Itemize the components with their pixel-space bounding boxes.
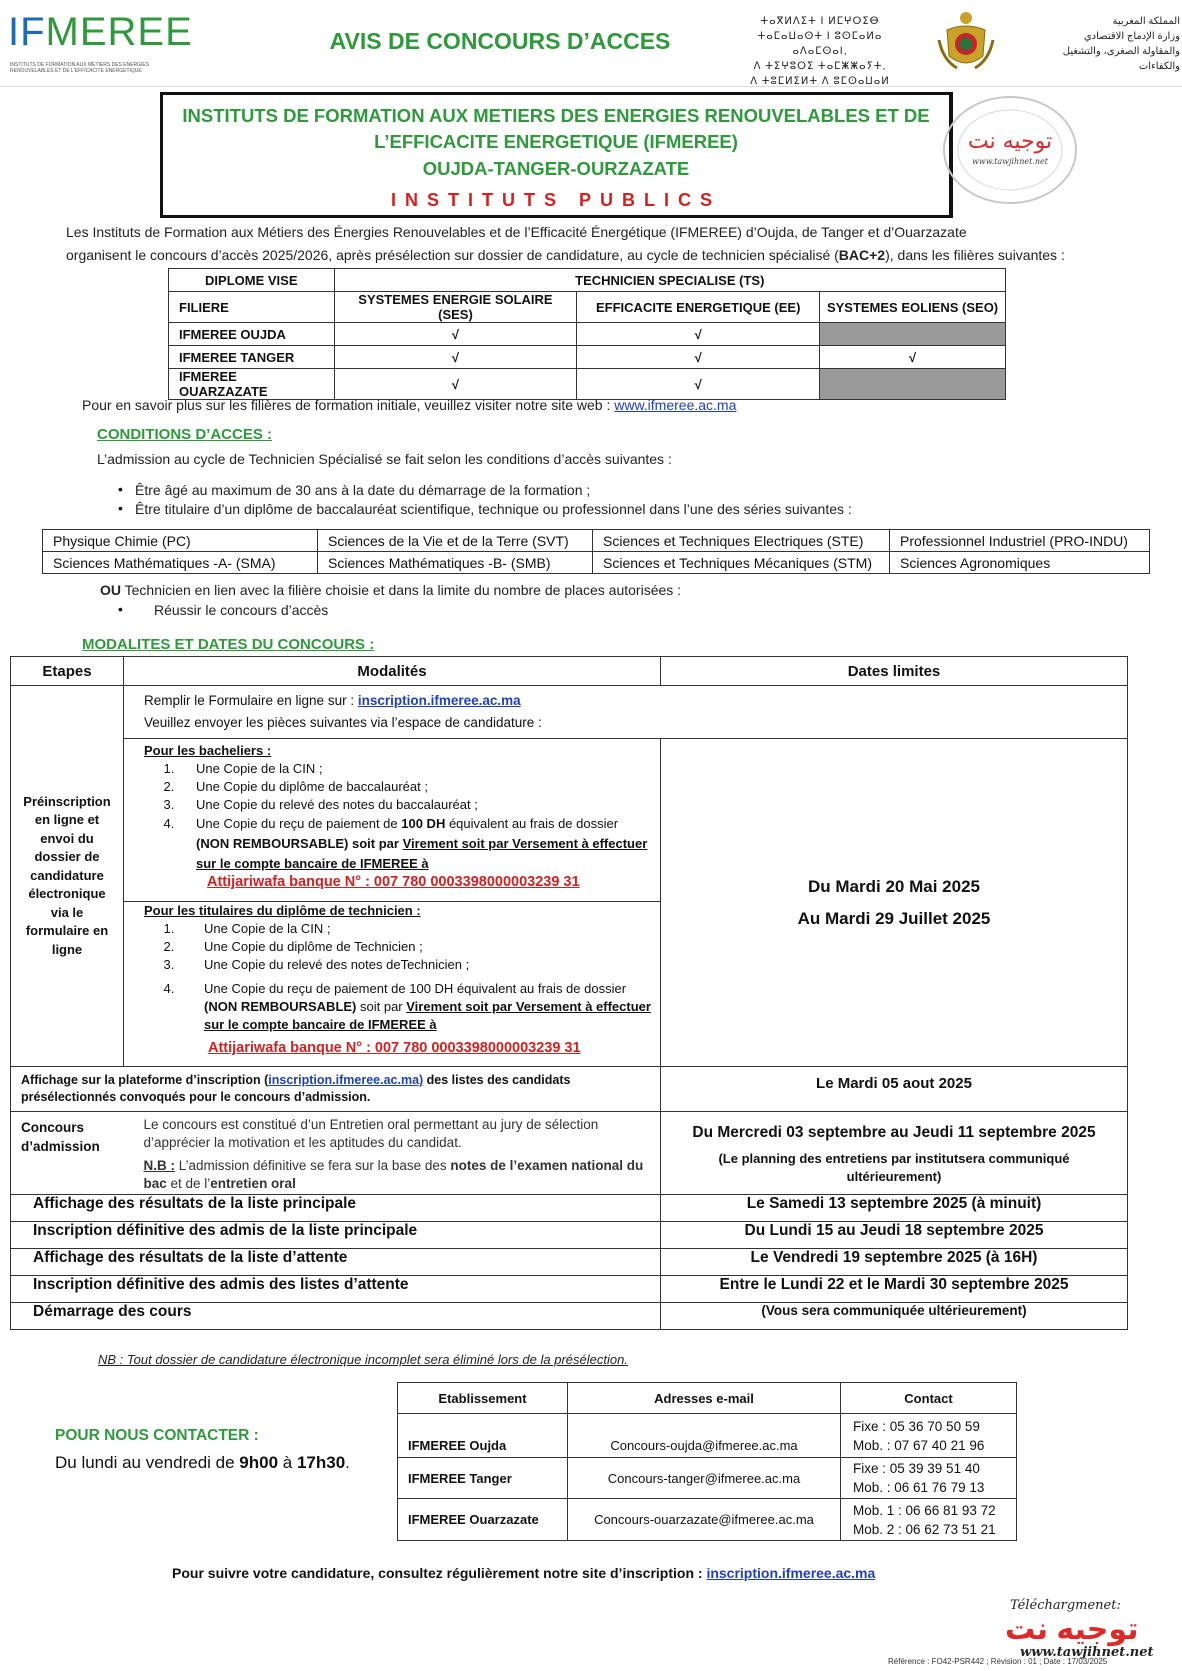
concours-note: (Le planning des entretiens par institutsera communiqué ultérieurement) <box>718 1151 1070 1184</box>
tifinagh-line: ⴷ ⵜⵉⵖⵓⵔⵉ ⵜⴰⵎⵥⵥⴰⵢⵜ, <box>753 61 887 72</box>
preinscription-dates <box>661 739 1128 1067</box>
aff-link[interactable]: inscription.ifmeree.ac.ma) <box>268 1073 424 1087</box>
nb-text: et de l’ <box>166 1176 211 1191</box>
condition-concours: Réussir le concours d’accès <box>154 602 329 618</box>
technicien-cell <box>124 902 661 1067</box>
etablissement-name: IFMEREE Ouarzazate <box>398 1499 568 1541</box>
item-amount: 100 DH <box>401 816 446 831</box>
series-cell: Sciences Mathématiques -B- (SMB) <box>318 552 593 574</box>
arabic-ministry <box>1060 14 1180 74</box>
website-line <box>82 394 736 417</box>
item-underlined: Virement soit par Versement à effectuer sur le compte bancaire de IFMEREE à <box>204 999 651 1032</box>
header-email: Adresses e-mail <box>568 1383 841 1414</box>
intro-text: ), dans les filières suivantes : <box>885 247 1065 263</box>
step-date: (Vous sera communiquée ultérieurement) <box>661 1303 1128 1330</box>
affichage-date: Le Mardi 05 aout 2025 <box>661 1067 1128 1112</box>
email-address[interactable]: Concours-ouarzazate@ifmeree.ac.ma <box>568 1499 841 1541</box>
inscription-link[interactable]: inscription.ifmeree.ac.ma <box>357 693 521 708</box>
nb-bold: entretien oral <box>210 1176 296 1191</box>
website-link[interactable]: www.ifmeree.ac.ma <box>614 397 737 413</box>
list-item: 3. Une Copie du relevé des notes deTechnicien ; <box>178 956 654 974</box>
item-text: Une Copie du reçu de paiement de <box>196 816 402 831</box>
arabic-line: المملكة المغربية <box>1112 16 1180 27</box>
condition-age: Être âgé au maximum de 30 ans à la date du démarrage de la formation ; <box>135 482 591 498</box>
intro-text: organisent le concours d’accès 2025/2026, après présélection sur dossier de candidature, au cycle de technicien spécialisé ( <box>66 247 839 263</box>
header-divider <box>0 86 1182 87</box>
bank-account-2: Attijariwafa banque N° : 007 780 0003398000003239 31 <box>208 1040 581 1056</box>
row-ouarzazate: IFMEREE OUARZAZATE <box>169 369 335 400</box>
header-etapes: Etapes <box>11 657 124 686</box>
phone-line: Mob. : 06 61 76 79 13 <box>853 1480 985 1495</box>
institute-box <box>160 92 953 218</box>
email-address[interactable]: Concours-oujda@ifmeree.ac.ma <box>568 1414 841 1458</box>
step-date: Entre le Lundi 22 et le Mardi 30 septembre 2025 <box>661 1276 1128 1303</box>
series-cell: Sciences et Techniques Electriques (STE) <box>593 530 890 552</box>
hours-end: 17h30 <box>296 1453 346 1472</box>
footer-site[interactable]: www.tawjihnet.net <box>1020 1645 1154 1660</box>
footer-brand: توجيه نت <box>1005 1613 1139 1646</box>
tifinagh-ministry <box>735 14 905 89</box>
check-mark: √ <box>820 346 1006 369</box>
diploma-type: TECHNICIEN SPECIALISE (TS) <box>334 269 1005 292</box>
check-mark: √ <box>577 346 820 369</box>
intro-bac: BAC+2 <box>838 247 886 263</box>
row-tanger: IFMEREE TANGER <box>169 346 335 369</box>
step-label: Affichage des résultats de la liste d’attente <box>11 1249 661 1276</box>
hours-text: . <box>345 1453 350 1472</box>
institute-line-1: INSTITUTS DE FORMATION AUX METIERS DES ENERGIES RENOUVELABLES ET DE <box>182 105 930 126</box>
contact-numbers <box>841 1414 1017 1458</box>
step-label: Inscription définitive des admis de la liste principale <box>11 1222 661 1249</box>
check-mark: √ <box>334 346 577 369</box>
conditions-title: CONDITIONS D’ACCES : <box>97 426 273 443</box>
list-item: 2. Une Copie du diplôme de baccalauréat ; <box>178 778 654 796</box>
phone-line: Mob. 2 : 06 62 73 51 21 <box>853 1521 996 1537</box>
item-underlined: Virement soit par Versement à effectuer sur le compte bancaire de IFMEREE à <box>196 836 648 871</box>
check-mark: √ <box>334 369 577 400</box>
email-address[interactable]: Concours-tanger@ifmeree.ac.ma <box>568 1458 841 1499</box>
etablissement-name: IFMEREE Oujda <box>398 1414 568 1458</box>
series-cell: Sciences et Techniques Mécaniques (STM) <box>593 552 890 574</box>
tifinagh-line: ⵜⴰⴳⵍⴷⵉⵜ ⵏ ⵍⵎⵖⵔⵉⴱ <box>760 16 880 27</box>
step-date: Du Lundi 15 au Jeudi 18 septembre 2025 <box>661 1222 1128 1249</box>
step-label: Affichage des résultats de la liste principale <box>11 1195 661 1222</box>
institute-line-3: OUJDA-TANGER-OURZAZATE <box>422 158 690 179</box>
aff-text: des listes des candidats présélectionnés convoqués pour le concours d’admission. <box>21 1073 571 1104</box>
diploma-table <box>168 268 1006 400</box>
diploma-header: DIPLOME VISE <box>169 269 335 292</box>
bac-series-table <box>42 529 1150 574</box>
list-item: 1. Une Copie de la CIN ; <box>178 760 654 778</box>
concours-date: Du Mercredi 03 septembre au Jeudi 11 septembre 2025 <box>692 1124 1096 1141</box>
list-item: 3. Une Copie du relevé des notes du baccalauréat ; <box>178 796 654 814</box>
col-seo: SYSTEMES EOLIENS (SEO) <box>820 292 1006 323</box>
header-etablissement: Etablissement <box>398 1383 568 1414</box>
logo-meree: MEREE <box>45 10 193 54</box>
hours-start: 9h00 <box>239 1453 279 1472</box>
technicien-title: Pour les titulaires du diplôme de technicien : <box>144 903 421 918</box>
intro-line-2 <box>66 244 1156 267</box>
concours-description <box>124 1112 661 1195</box>
affichage-preselection <box>11 1067 661 1112</box>
bullet-icon: • <box>118 481 123 497</box>
aff-text: Affichage sur la plateforme d’inscription ( <box>21 1073 269 1087</box>
intro-line-1: Les Instituts de Formation aux Métiers des Énergies Renouvelables et de l’Efficacité Énergétique (IFMEREE) d’Oujda, de Tanger et d’Ouarzazate <box>66 224 967 240</box>
concours-dates <box>661 1112 1128 1195</box>
unavailable-cell <box>820 369 1006 400</box>
stamp-url: www.tawjihnet.net <box>972 157 1048 166</box>
series-cell: Sciences Mathématiques -A- (SMA) <box>43 552 318 574</box>
bullet-icon: • <box>118 500 123 516</box>
item-bold: (NON REMBOURSABLE) <box>204 999 357 1014</box>
concours-nb <box>144 1157 655 1193</box>
hours-text: Du lundi au vendredi de <box>55 1453 240 1472</box>
list-item: 1. Une Copie de la CIN ; <box>178 920 654 938</box>
nb-bold: notes de l’examen national du bac <box>143 1158 644 1191</box>
etablissement-name: IFMEREE Tanger <box>398 1458 568 1499</box>
nb-label: N.B : <box>143 1158 175 1173</box>
col-ses: SYSTEMES ENERGIE SOLAIRE (SES) <box>334 292 577 323</box>
hours-text: à <box>278 1453 297 1472</box>
nb-text: L’admission définitive se fera sur la base des <box>175 1158 451 1173</box>
condition-bac: Être titulaire d’un diplôme de baccalauréat scientifique, technique ou professionnel dans l’une des séries suivantes : <box>135 501 852 517</box>
technicien-list <box>144 920 654 1034</box>
header-dates: Dates limites <box>661 657 1128 686</box>
step-date: Le Samedi 13 septembre 2025 (à minuit) <box>661 1195 1128 1222</box>
stamp-brand: توجيه نت <box>967 129 1053 154</box>
ou-label: OU <box>100 582 121 598</box>
item-text: Une Copie du reçu de paiement de 100 DH équivalent au frais de dossier <box>204 981 627 996</box>
watermark-stamp-icon <box>940 94 1080 206</box>
public-institutes-label: INSTITUTS PUBLICS <box>390 190 721 210</box>
check-mark: √ <box>577 369 820 400</box>
series-cell: Sciences de la Vie et de la Terre (SVT) <box>318 530 593 552</box>
check-mark: √ <box>577 323 820 346</box>
follow-text: Pour suivre votre candidature, consultez régulièrement notre site d’inscription : <box>172 1565 707 1581</box>
logo-if: IF <box>8 10 46 54</box>
arabic-line: والمقاولة الصغرى، والتشغيل والكفاءات <box>1062 46 1180 72</box>
follow-link[interactable]: inscription.ifmeree.ac.ma <box>706 1565 876 1581</box>
modalites-table <box>10 656 1128 1330</box>
bank-account: Attijariwafa banque N° : 007 780 0003398000003239 31 <box>207 874 580 890</box>
form-text: Remplir le Formulaire en ligne sur : <box>144 693 358 708</box>
header-contact: Contact <box>841 1383 1017 1414</box>
step-label: Inscription définitive des admis des listes d’attente <box>11 1276 661 1303</box>
ou-text: Technicien en lien avec la filière choisie et dans la limite du nombre de places autorisées : <box>121 582 682 598</box>
download-label: Téléchargmenet: <box>1010 1598 1121 1613</box>
modalites-title: MODALITES ET DATES DU CONCOURS : <box>82 636 375 653</box>
arabic-line: وزارة الإدماج الاقتصادي <box>1083 31 1180 42</box>
list-item <box>178 980 654 1034</box>
website-text: Pour en savoir plus sur les filières de formation initiale, veuillez visiter notre site web : <box>82 397 615 413</box>
reference: Référence : FO42-PSR442 ; Révision : 01 ; Date : 17/03/2025 <box>888 1657 1108 1666</box>
page-title: AVIS DE CONCOURS D’ACCES <box>329 28 671 54</box>
item-text: soit par <box>356 999 407 1014</box>
step-date: Le Vendredi 19 septembre 2025 (à 16H) <box>661 1249 1128 1276</box>
step-label: Démarrage des cours <box>11 1303 661 1330</box>
contact-numbers <box>841 1458 1017 1499</box>
nb-footer-note: NB : Tout dossier de candidature électronique incomplet sera éliminé lors de la présélection. <box>98 1352 628 1367</box>
concours-label: Concours d’admission <box>11 1112 124 1195</box>
row-oujda: IFMEREE OUJDA <box>169 323 335 346</box>
form-instructions <box>124 686 1128 739</box>
series-cell: Sciences Agronomiques <box>890 552 1150 574</box>
unavailable-cell <box>820 323 1006 346</box>
date-start: Du Mardi 20 Mai 2025 <box>808 876 980 896</box>
list-item: 2. Une Copie du diplôme de Technicien ; <box>178 938 654 956</box>
follow-line <box>172 1565 875 1581</box>
bacheliers-title: Pour les bacheliers : <box>144 743 272 758</box>
contact-table <box>397 1382 1017 1541</box>
phone-line: Fixe : 05 39 39 51 40 <box>853 1461 980 1476</box>
intro-paragraph <box>66 221 1156 267</box>
send-line: Veuillez envoyer les pièces suivantes via l’espace de candidature : <box>144 715 542 730</box>
institute-line-2: L’EFFICACITE ENERGETIQUE (IFMEREE) <box>374 131 738 152</box>
phone-line: Mob. : 07 67 40 21 96 <box>853 1437 985 1453</box>
series-cell: Professionnel Industriel (PRO-INDU) <box>890 530 1150 552</box>
preinscription-label: Préinscription en ligne et envoi du dossier de candidature électronique via le formulaire en ligne <box>11 686 124 1067</box>
series-cell: Physique Chimie (PC) <box>43 530 318 552</box>
tifinagh-line: ⵜⴰⵎⴰⵡⴰⵙⵜ ⵏ ⵓⵙⵎⴰⵍⴰ ⴰⴷⴰⵎⵙⴰⵏ, <box>757 31 883 57</box>
list-item <box>178 814 654 874</box>
ifmeree-logo <box>8 10 193 78</box>
item-text: équivalent au frais de dossier <box>445 816 619 831</box>
contact-numbers <box>841 1499 1017 1541</box>
contact-hours <box>55 1453 350 1473</box>
form-line <box>144 690 1121 712</box>
concours-text: Le concours est constitué d’un Entretien oral permettant au jury de sélection d’apprécier la motivation et les aptitudes du candidat. <box>143 1117 599 1150</box>
bacheliers-cell <box>124 739 661 902</box>
check-mark: √ <box>334 323 577 346</box>
conditions-intro: L’admission au cycle de Technicien Spécialisé se fait selon les conditions d’accès suivantes : <box>97 451 672 467</box>
coat-of-arms-icon <box>935 10 997 74</box>
item-bold: (NON REMBOURSABLE) soit par <box>196 836 403 851</box>
col-ee: EFFICACITE ENERGETIQUE (EE) <box>577 292 820 323</box>
header-modalites: Modalités <box>124 657 661 686</box>
filiere-header: FILIERE <box>169 292 335 323</box>
contact-title: POUR NOUS CONTACTER : <box>55 1427 259 1444</box>
logo-subtitle: INSTITUTS DE FORMATION AUX METIERS DES ENERGIES RENOUVELABLES ET DE L'EFFICACITE ENERGETIQUE <box>10 62 150 74</box>
bacheliers-list <box>144 760 654 874</box>
phone-line: Fixe : 05 36 70 50 59 <box>853 1418 980 1434</box>
date-end: Au Mardi 29 Juillet 2025 <box>797 908 991 928</box>
phone-line: Mob. 1 : 06 66 81 93 72 <box>853 1502 996 1518</box>
bullet-icon: • <box>118 601 123 617</box>
tifinagh-line: ⴷ ⵜⵓⵎⵍⵉⵍⵜ ⴷ ⵓⵎⵙⴰⵡⴰⵍ <box>750 76 890 87</box>
